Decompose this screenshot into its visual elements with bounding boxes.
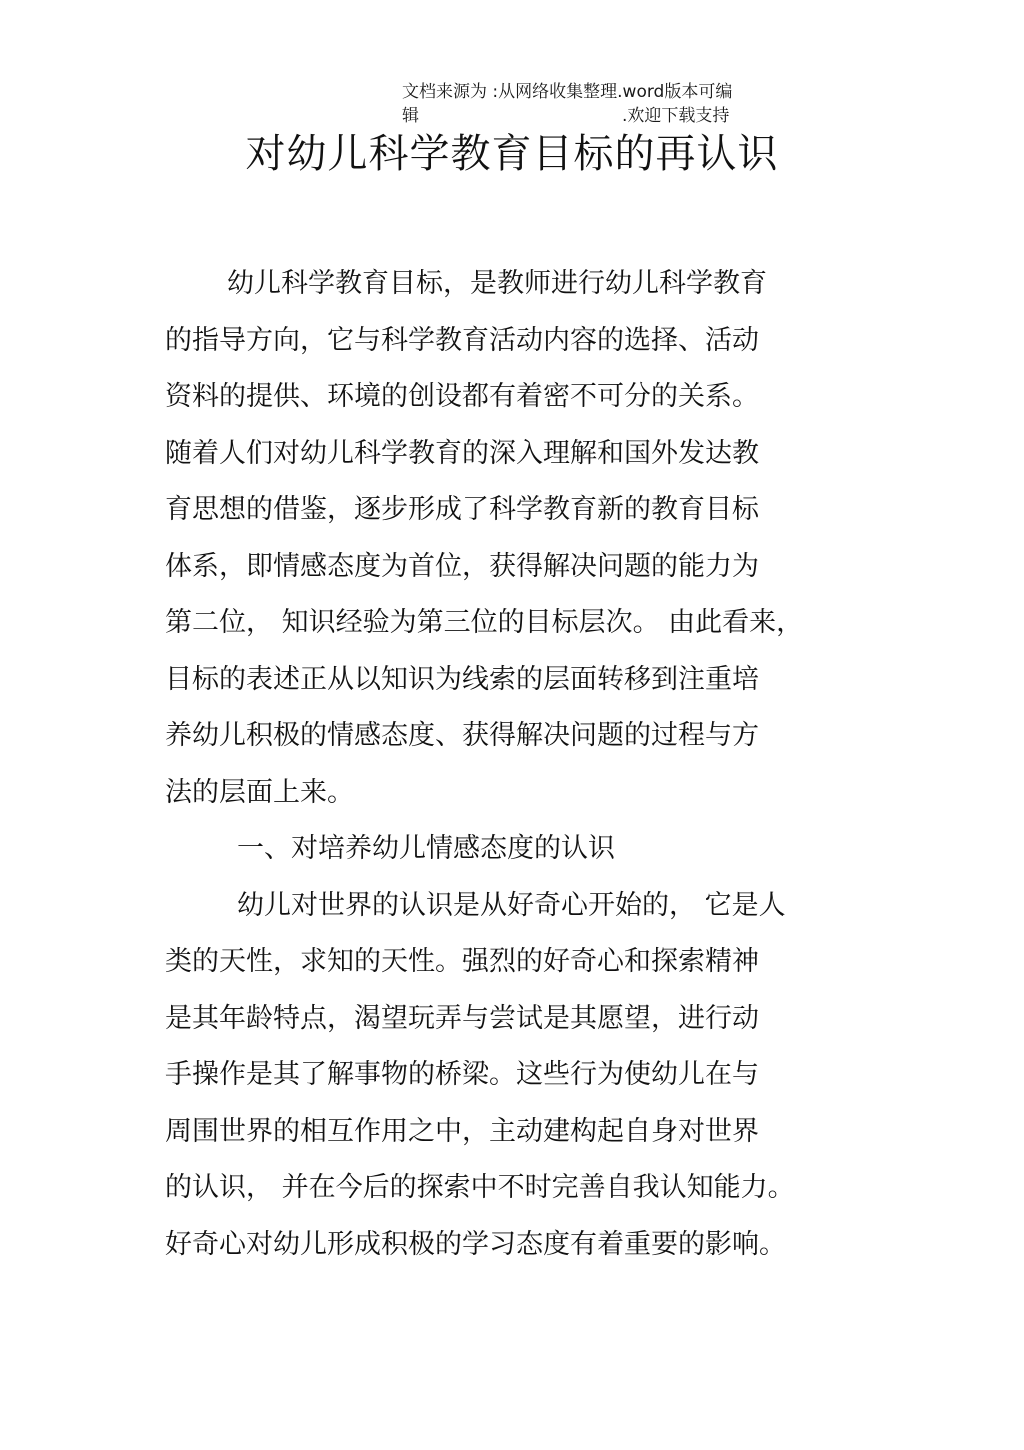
paragraph-2-line-5: 周围世界的相互作用之中，主动建构起自身对世界 [165,1115,759,1147]
source-note-line-2-left: 辑 [402,106,419,126]
paragraph-2-line-1: 幼儿对世界的认识是从好奇心开始的， 它是人 [237,889,786,921]
paragraph-1-line-9: 养幼儿积极的情感态度、获得解决问题的过程与方 [165,720,759,751]
paragraph-2-line-2: 类的天性，求知的天性。强烈的好奇心和探索精神 [165,946,759,977]
source-note-line-2 [402,104,802,128]
source-note-line-2-right: .欢迎下载支持 [622,106,730,126]
paragraph-2-line-3: 是其年龄特点，渴望玩弄与尝试是其愿望，进行动 [165,1002,759,1034]
paragraph-1-line-1: 幼儿科学教育目标，是教师进行幼儿科学教育 [227,268,767,299]
section-heading: 一、对培养幼儿情感态度的认识 [237,833,615,864]
source-note [402,80,802,128]
paragraph-1-line-3: 资料的提供、环境的创设都有着密不可分的关系。 [165,381,759,412]
paragraph-1-line-8: 目标的表述正从以知识为线索的层面转移到注重培 [165,663,759,695]
document-title: 对幼儿科学教育目标的再认识 [245,131,779,177]
paragraph-2-line-7: 好奇心对幼儿形成积极的学习态度有着重要的影响。 [165,1228,786,1260]
paragraph-2-line-4: 手操作是其了解事物的桥梁。这些行为使幼儿在与 [165,1059,759,1090]
paragraph-2-line-6: 的认识， 并在今后的探索中不时完善自我认知能力。 [165,1172,795,1203]
source-note-line-1: 文档来源为 :从网络收集整理.word版本可编 [402,82,733,102]
paragraph-1-line-10: 法的层面上来。 [165,776,354,808]
paragraph-1-line-5: 育思想的借鉴，逐步形成了科学教育新的教育目标 [165,494,759,525]
paragraph-1-line-2: 的指导方向，它与科学教育活动内容的选择、活动 [165,324,759,356]
paragraph-1-line-4: 随着人们对幼儿科学教育的深入理解和国外发达教 [165,437,759,469]
paragraph-1-line-6: 体系，即情感态度为首位，获得解决问题的能力为 [165,550,759,582]
paragraph-1-line-7: 第二位， 知识经验为第三位的目标层次。 由此看来， [165,607,804,638]
document-body [165,262,825,1279]
